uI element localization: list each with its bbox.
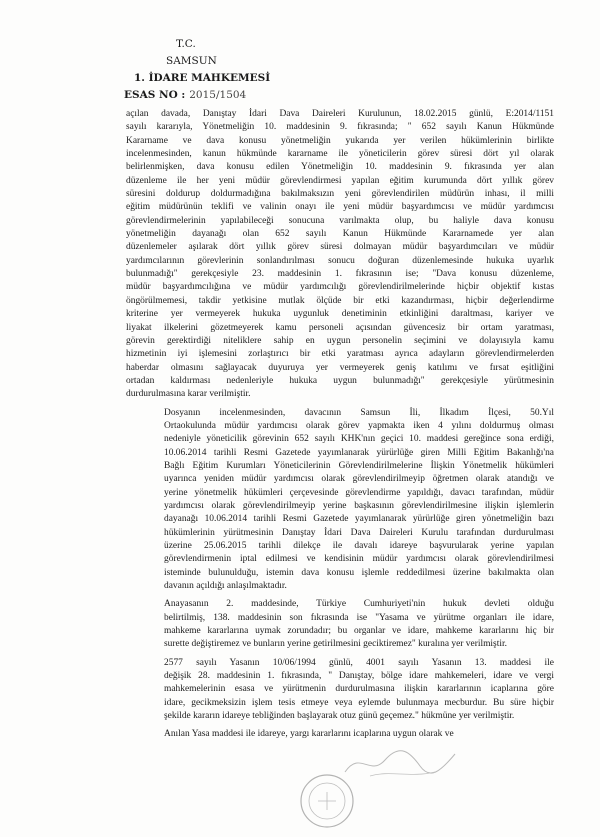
header-case-number	[124, 87, 270, 104]
paragraph-line: Kararname ve dava konusu yönetmeliğin yukarıda yer verilen hükümlerinin birlikte	[126, 135, 554, 146]
body-paragraph	[126, 108, 554, 402]
paragraph-line: düzenlemeler aşılarak dört yıllık görev süresi dolmayan müdür başyardımcıları ve müdür	[126, 242, 554, 253]
body-paragraph	[126, 657, 554, 724]
paragraph-line: görevlendirmelerinin yapılabileceği sonucuna varılmakta olup, bu haliyle dava konusu	[126, 215, 554, 226]
header-city: SAMSUN	[166, 55, 217, 67]
paragraph-line: görevlendirmenin iptal edilmesi ve kendisinin müdür yardımcısı olarak görevlendirilmesi	[164, 554, 554, 565]
paragraph-line: belirlenmişken, dava konusu edilen Yönetmeliğin 10. maddesinin 9. fıkrasında yer alan	[126, 162, 554, 173]
paragraph-line: süresini doldurup doldurmadığına bakılmaksızın yeni görevlendirilen müdürün inhası, il milli	[126, 189, 554, 200]
paragraph-line: sayılı kararıyla, Yönetmeliğin 10. maddesinin 9. fıkrasında; " 652 sayılı Kanun Hükmünde	[126, 122, 554, 133]
paragraph-line: müdür başyardımcılığına ve müdür yardımcılığı görevlendirilmelerinde hiçbir objektif kıstas	[126, 282, 554, 293]
paragraph-line: belirtilmiş, 138. maddesinin son fıkrasında ise "Yasama ve yürütme organları ile idare,	[164, 612, 554, 623]
document-body	[126, 108, 554, 747]
paragraph-line: yardımcılarının görevlerinin sonlandırılması sonucu doğuran düzenlemesinde hukuka uyarlık	[126, 255, 554, 266]
case-number-value: 2015/1504	[189, 89, 247, 101]
paragraph-line: görevin gerektirdiği niteliklere sahip en uygun personelin seçimini ve dolayısıyla kamu	[126, 335, 554, 346]
body-paragraph	[126, 407, 554, 594]
paragraph-line: yardımcısı olarak görevlendirilmeyip yerine başkasının görevlendirilmesine ilişkin işlemlerin	[164, 500, 554, 511]
body-paragraph	[126, 598, 554, 651]
case-number-label: ESAS NO :	[124, 89, 186, 101]
paragraph-line: yerine yönetmelik hükümleri çerçevesinde görevlendirme yapıldığı, davacı tarafından, müdür	[164, 487, 554, 498]
paragraph-line: hizmetinin iyi işlemesini zorlaştırıcı bir etki yaratması ayrıca adayların görevlendirmelerden	[126, 349, 554, 360]
paragraph-line: Anılan Yasa maddesi ile idareye, yargı kararlarını icaplarına uygun olarak ve	[164, 729, 454, 740]
paragraph-line: incelenmesinden, kanun hükmünde kararname ile yöneticilerin görev süresi dört yıl olarak	[126, 149, 554, 160]
paragraph-line: kriterine yer vermeyerek hukuka uygunluk denetiminin etkinliğini daraltması, kariyer ve	[126, 309, 554, 320]
paragraph-line: şekilde kararın idareye tebliğinden başlayarak otuz günü geçemez." hükmüne yer verilmiştir.	[164, 711, 515, 722]
paragraph-line: yönetmeliğin dayanağı olan 652 sayılı Kanun Hükmünde Kararnamede yer alan	[126, 229, 554, 240]
paragraph-line: öngörülmemesi, takdir yetkisine mutlak ölçüde bir etki kazandırması, hiçbir değerlendirme	[126, 295, 554, 306]
body-paragraph	[126, 728, 554, 741]
paragraph-line: durdurulmasına karar verilmiştir.	[126, 389, 251, 400]
paragraph-line: uyarınca yeniden müdür yardımcısı olarak görevlendirilmeyip öğretmen olarak atandığı ve	[164, 474, 554, 485]
paragraph-line: surette değiştiremez ve bunların yerine getirilmesini geciktiremez" kuralına yer verilmiştir.	[164, 639, 507, 650]
court-stamp	[298, 772, 356, 830]
paragraph-line: 10.06.2014 tarihli Resmi Gazetede yayımlanarak yürürlüğe giren Milli Eğitim Bakanlığı'na	[164, 447, 554, 458]
paragraph-line: Anayasanın 2. maddesinde, Türkiye Cumhuriyeti'nin hukuk devleti olduğu	[164, 599, 554, 610]
paragraph-line: ortadan kaldırması nedenleriyle hukuka uygun bulunmadığı" gerekçesiyle yürütmesinin	[126, 375, 554, 386]
paragraph-line: bulunmadığı" gerekçesiyle 23. maddesinin 1. fıkrasının ise; "Dava konusu düzenleme,	[126, 269, 554, 280]
paragraph-line: değişik 28. maddesinin 1. fıkrasında, " Danıştay, bölge idare mahkemeleri, idare ve vergi	[164, 671, 554, 682]
paragraph-line: açılan davada, Danıştay İdari Dava Daireleri Kurulunun, 18.02.2015 günlü, E:2014/1151	[126, 109, 554, 119]
paragraph-line: liyakat ilkelerini gözetmeyerek kamu personeli açısından güvencesiz bir ortam yaratması,	[126, 322, 554, 333]
paragraph-line: dayanağı 10.06.2014 tarihli Resmi Gazetede yayımlanarak yürürlüğe giren yönetmeliğin bazı	[164, 514, 554, 525]
paragraph-line: haberdar olmasını sağlayacak duyuruya yer vermeyerek geniş katılımı ve fırsat eşitliğini	[126, 362, 554, 373]
paragraph-line: eğitim müdürünün teklifi ve valinin onayı ile yeni müdür başyardımcısı ve müdür yardımcısı	[126, 202, 554, 213]
header-court-name: 1. İDARE MAHKEMESİ	[134, 72, 271, 84]
document-header	[124, 36, 270, 104]
paragraph-line: Dosyanın incelenmesinden, davacının Samsun İli, İlkadım İlçesi, 50.Yıl	[164, 407, 554, 418]
paragraph-line: nedeniyle yöneticilik görevinin 652 sayılı KHK'nın geçici 10. maddesi gereğince sona erdiği,	[164, 434, 554, 445]
signature-mark	[340, 742, 460, 782]
paragraph-line: Ortaokulunda müdür yardımcısı olarak görev yapmakta iken 4 yılını doldurmuş olması	[164, 420, 554, 431]
paragraph-line: hükümlerinin yürütmesinin Danıştay İdari Dava Daireleri Kurulu tarafından durdurulması	[164, 527, 554, 538]
paragraph-line: idare, gecikmeksizin işlem tesis etmeye veya eylemde bulunmaya mecburdur. Bu süre hiçbir	[164, 697, 554, 708]
paragraph-line: mahkeme kararlarına uymak zorundadır; bu organlar ve idare, mahkeme kararlarını hiç bir	[164, 626, 554, 637]
paragraph-line: davanın açıldığı anlaşılmaktadır.	[164, 581, 287, 592]
paragraph-line: düzenleme ile her yeni müdür görevlendirmesi yapılan eğitim kurumunda dört yıllık görev	[126, 175, 554, 186]
paragraph-line: isteminde bulunulduğu, istemin dava konusu işlemle reddedilmesi üzerine bakılmakta olan	[164, 567, 554, 578]
header-tc: T.C.	[176, 38, 196, 50]
paragraph-line: 2577 sayılı Yasanın 10/06/1994 günlü, 4001 sayılı Yasanın 13. maddesi ile	[164, 657, 554, 668]
paragraph-line: Bağlı Eğitim Kurumları Yöneticilerinin Görevlendirilmelerine İlişkin Yönetmelik hükümleri	[164, 460, 554, 471]
paragraph-line: mahkemelerinin esasa ve yürütmenin durdurulmasına ilişkin kararlarının icaplarına göre	[164, 684, 554, 695]
paragraph-line: üzerine 25.06.2015 tarihli dilekçe ile davalı idareye başvurularak yerine yapılan	[164, 541, 554, 551]
